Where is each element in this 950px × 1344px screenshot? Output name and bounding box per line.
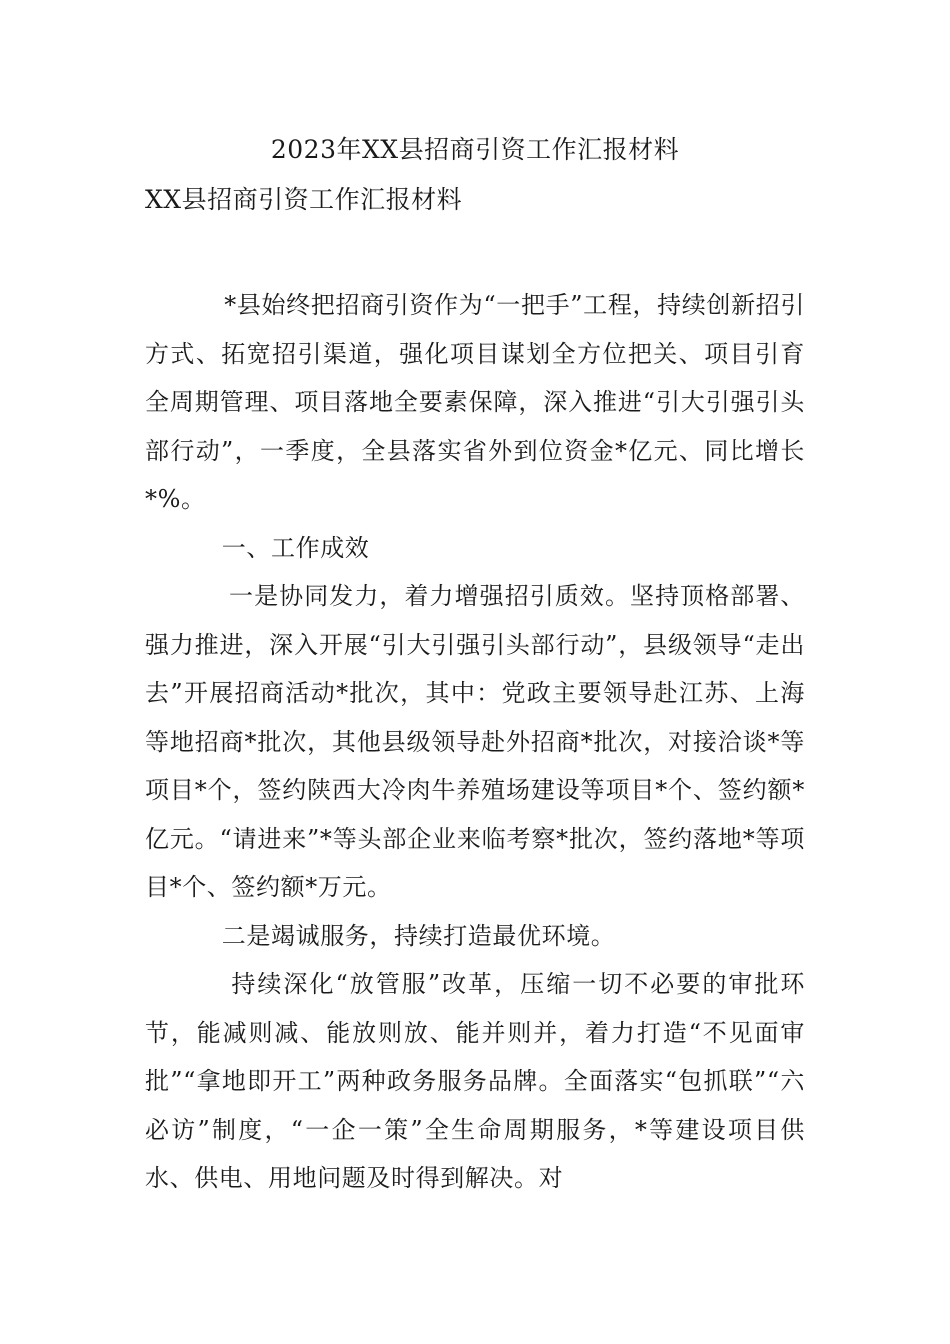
paragraph-point-two-body: 持续深化“放管服”改革，压缩一切不必要的审批环节，能减则减、能放则放、能并则并，着力打造“不见面审批”“拿地即开工”两种政务服务品牌。全面落实“包抓联”“六必访”制度，“一企一策”全生命周期服务，*等建设项目供水、供电、用地问题及时得到解决。对 — [145, 970, 805, 1192]
document-subtitle: XX县招商引资工作汇报材料 — [145, 185, 463, 214]
document-body — [145, 281, 805, 1203]
paragraph-intro: *县始终把招商引资作为“一把手”工程，持续创新招引方式、拓宽招引渠道，强化项目谋划全方位把关、项目引育全周期管理、项目落地全要素保障，深入推进“引大引强引头部行动”，一季度，全县落实省外到位资金*亿元、同比增长*%。 — [145, 291, 805, 513]
document-title: 2023年XX县招商引资工作汇报材料 — [270, 135, 680, 164]
paragraph-point-two-heading: 二是竭诚服务，持续打造最优环境。 — [221, 921, 616, 950]
paragraph-point-one: 一是协同发力，着力增强招引质效。坚持顶格部署、强力推进，深入开展“引大引强引头部行动”，县级领导“走出去”开展招商活动*批次，其中：党政主要领导赴江苏、上海等地招商*批次，其他县级领导赴外招商*批次，对接洽谈*等项目*个，签约陕西大冷肉牛养殖场建设等项目*个、签约额*亿元。“请进来”*等头部企业来临考察*批次，签约落地*等项目*个、签约额*万元。 — [145, 582, 805, 901]
section-heading-work-results: 一、工作成效 — [221, 533, 370, 562]
